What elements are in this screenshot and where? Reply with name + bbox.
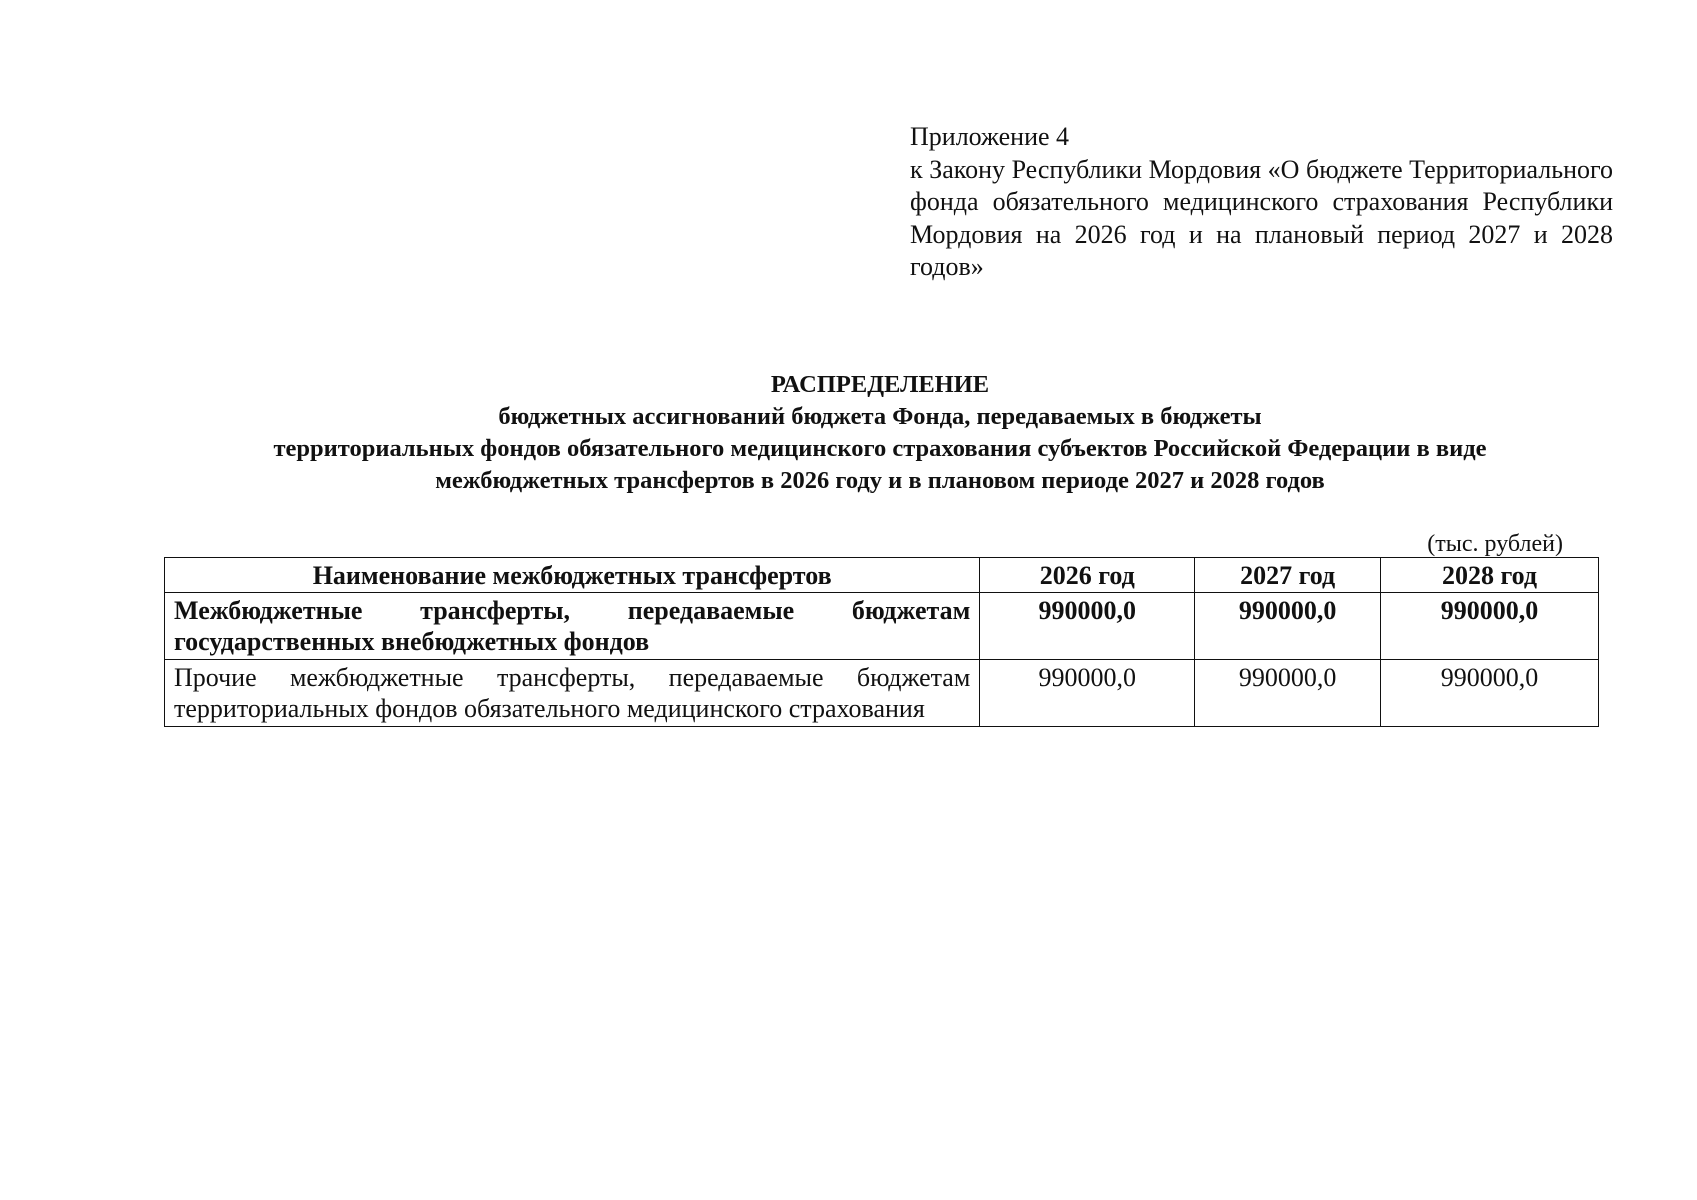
header-name: Наименование межбюджетных трансфертов [165, 558, 980, 593]
document-heading [160, 369, 1600, 497]
table-row [165, 593, 1599, 660]
row-value-2026: 990000,0 [980, 660, 1195, 727]
row-value-2027: 990000,0 [1195, 593, 1381, 660]
table-row [165, 660, 1599, 727]
annex-block [910, 121, 1613, 284]
units-label: (тыс. рублей) [1427, 531, 1563, 557]
table-header-row [165, 558, 1599, 593]
heading-line-4: межбюджетных трансфертов в 2026 году и в плановом периоде 2027 и 2028 годов [435, 467, 1325, 494]
annex-title: Приложение 4 [910, 122, 1070, 151]
row-name: Прочие межбюджетные трансферты, передаваемые бюджетам территориальных фондов обязательного медицинского страхования [165, 660, 980, 727]
annex-law-reference: к Закону Республики Мордовия «О бюджете Территориального фонда обязательного медицинского страхования Республики Мордовия на 2026 год и на плановый период 2027 и 2028 годов» [910, 154, 1613, 281]
heading-line-2: бюджетных ассигнований бюджета Фонда, передаваемых в бюджеты [498, 403, 1262, 430]
header-2026: 2026 год [980, 558, 1195, 593]
header-2028: 2028 год [1381, 558, 1599, 593]
transfers-table [164, 557, 1599, 727]
row-value-2028: 990000,0 [1381, 593, 1599, 660]
row-value-2028: 990000,0 [1381, 660, 1599, 727]
header-2027: 2027 год [1195, 558, 1381, 593]
row-name: Межбюджетные трансферты, передаваемые бюджетам государственных внебюджетных фондов [165, 593, 980, 660]
heading-line-1: РАСПРЕДЕЛЕНИЕ [770, 371, 990, 398]
row-value-2026: 990000,0 [980, 593, 1195, 660]
heading-line-3: территориальных фондов обязательного медицинского страхования субъектов Российской Федерации в виде [273, 435, 1487, 462]
row-value-2027: 990000,0 [1195, 660, 1381, 727]
